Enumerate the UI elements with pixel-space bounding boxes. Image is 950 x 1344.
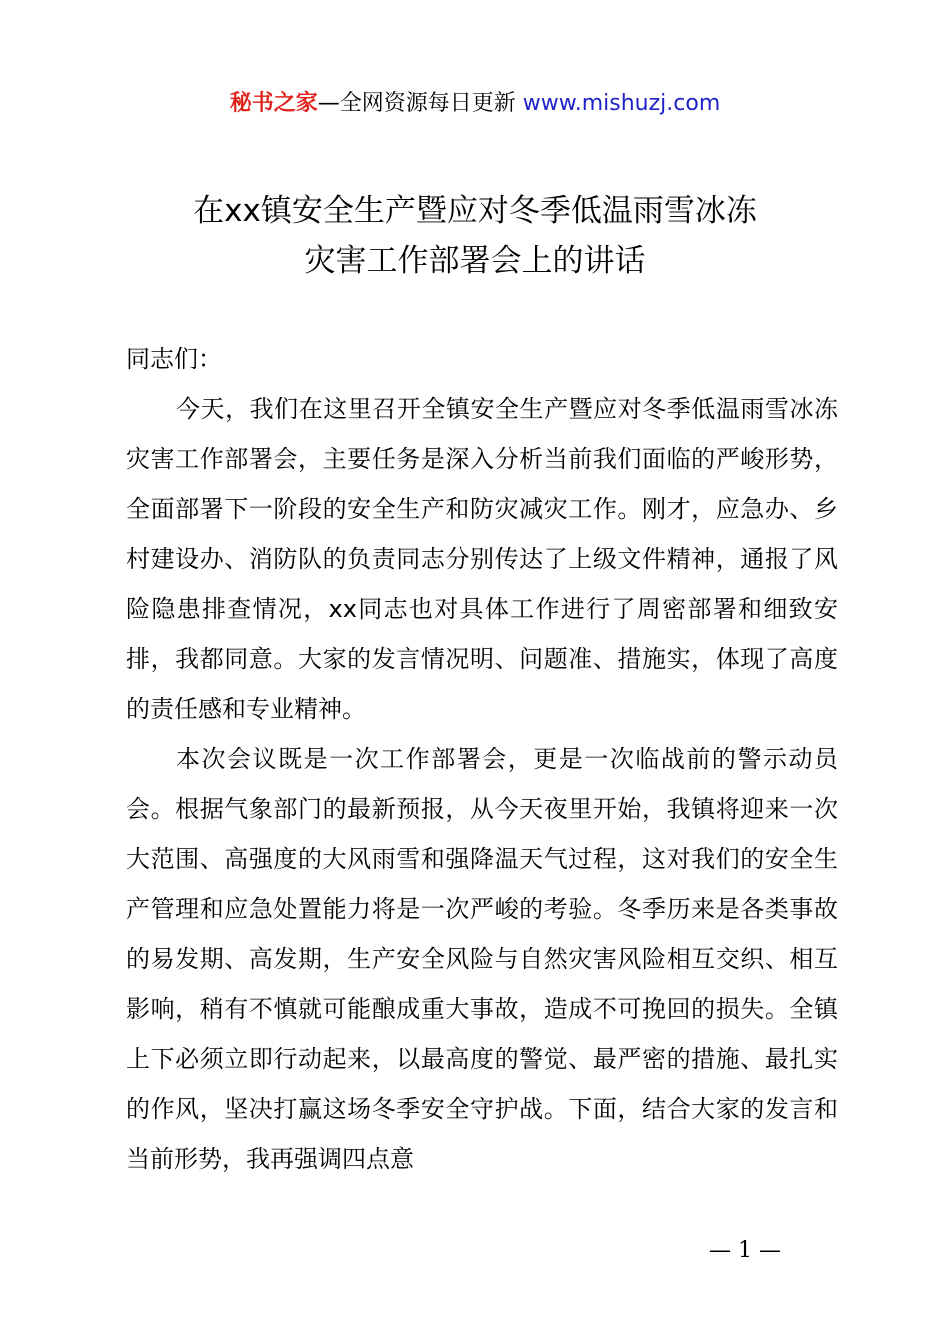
- page-header: [0, 88, 950, 120]
- document-title: [0, 186, 950, 286]
- brand-name: 秘书之家: [229, 91, 318, 116]
- website-link[interactable]: www.mishuzj.com: [522, 91, 721, 116]
- paragraph-2: 本次会议既是一次工作部署会，更是一次临战前的警示动员会。根据气象部门的最新预报，从今天夜里开始，我镇将迎来一次大范围、高强度的大风雨雪和强降温天气过程，这对我们的安全生产管理和应急处置能力将是一次严峻的考验。冬季历来是各类事故的易发期、高发期，生产安全风险与自然灾害风险相互交织、相互影响，稍有不慎就可能酿成重大事故，造成不可挽回的损失。全镇上下必须立即行动起来，以最高度的警觉、最严密的措施、最扎实的作风，坚决打赢这场冬季安全守护战。下面，结合大家的发言和当前形势，我再强调四点意: [126, 745, 838, 1173]
- document-body: [126, 334, 838, 1184]
- title-line-1: 在xx镇安全生产暨应对冬季低温雨雪冰冻: [193, 193, 757, 229]
- header-slogan: —全网资源每日更新: [317, 91, 523, 116]
- title-line-2: 灾害工作部署会上的讲话: [304, 243, 646, 279]
- paragraph-1: 今天，我们在这里召开全镇安全生产暨应对冬季低温雨雪冰冻灾害工作部署会，主要任务是深入分析当前我们面临的严峻形势，全面部署下一阶段的安全生产和防灾减灾工作。刚才，应急办、乡村建设办、消防队的负责同志分别传达了上级文件精神，通报了风险隐患排查情况，xx同志也对具体工作进行了周密部署和细致安排，我都同意。大家的发言情况明、问题准、措施实，体现了高度的责任感和专业精神。: [126, 395, 838, 723]
- page-number: — 1 —: [709, 1238, 781, 1263]
- salutation: 同志们：: [126, 345, 222, 373]
